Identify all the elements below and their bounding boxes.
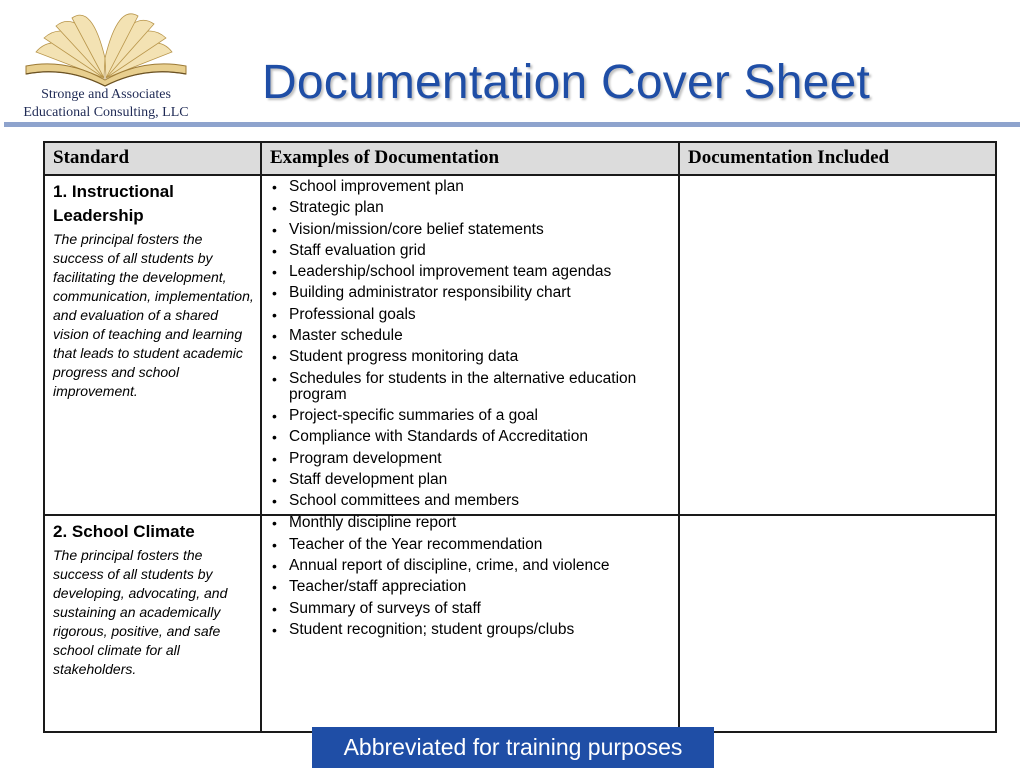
examples-list (262, 515, 678, 637)
list-item: • Student recognition; student groups/clubs (270, 622, 672, 638)
list-item: • Schedules for students in the alternative education program (270, 371, 672, 403)
standard-description: The principal fosters the success of all students by facilitating the development, communication, implementation, and evaluation of a shared vision of teaching and learning that leads to student academic progress and school improvement. (53, 231, 254, 399)
list-item: • Student progress monitoring data (270, 349, 672, 365)
list-item: • Summary of surveys of staff (270, 601, 672, 617)
documentation-included-cell (679, 175, 996, 515)
list-item: • Annual report of discipline, crime, and violence (270, 558, 672, 574)
standard-description: The principal fosters the success of all students by developing, advocating, and sustaining an academically rigorous, positive, and safe school climate for all stakeholders. (53, 547, 228, 678)
list-item: • Teacher/staff appreciation (270, 579, 672, 595)
table-row (44, 515, 996, 732)
list-item: • Teacher of the Year recommendation (270, 537, 672, 553)
list-item: • School improvement plan (270, 179, 672, 195)
standard-name: 2. School Climate (53, 522, 195, 542)
list-item: • Building administrator responsibility chart (270, 285, 672, 301)
list-item: • Professional goals (270, 307, 672, 323)
table-row (44, 175, 996, 515)
open-book-icon (16, 8, 196, 88)
examples-cell (261, 175, 679, 515)
training-banner: Abbreviated for training purposes (312, 727, 714, 768)
logo-line-1: Stronge and Associates (41, 87, 171, 102)
table-header-row (44, 142, 996, 175)
examples-list (262, 179, 678, 509)
logo-line-2: Educational Consulting, LLC (23, 105, 189, 120)
page-title: Documentation Cover Sheet (262, 56, 870, 109)
list-item: • Vision/mission/core belief statements (270, 222, 672, 238)
list-item: • Staff evaluation grid (270, 243, 672, 259)
list-item: • Strategic plan (270, 200, 672, 216)
examples-cell (261, 515, 679, 732)
company-logo (6, 8, 206, 128)
list-item: • School committees and members (270, 493, 672, 509)
list-item: • Monthly discipline report (270, 515, 672, 531)
column-header-included: Documentation Included (679, 142, 996, 175)
list-item: • Project-specific summaries of a goal (270, 408, 672, 424)
title-divider (4, 122, 1020, 127)
documentation-included-cell (679, 515, 996, 732)
list-item: • Leadership/school improvement team agendas (270, 264, 672, 280)
list-item: • Staff development plan (270, 472, 672, 488)
list-item: • Compliance with Standards of Accreditation (270, 429, 672, 445)
column-header-examples: Examples of Documentation (261, 142, 679, 175)
standard-cell (44, 175, 261, 515)
standard-cell (44, 515, 261, 732)
column-header-standard: Standard (44, 142, 261, 175)
documentation-table (43, 141, 997, 733)
list-item: • Program development (270, 451, 672, 467)
standard-name: 1. Instructional Leadership (53, 182, 174, 225)
list-item: • Master schedule (270, 328, 672, 344)
